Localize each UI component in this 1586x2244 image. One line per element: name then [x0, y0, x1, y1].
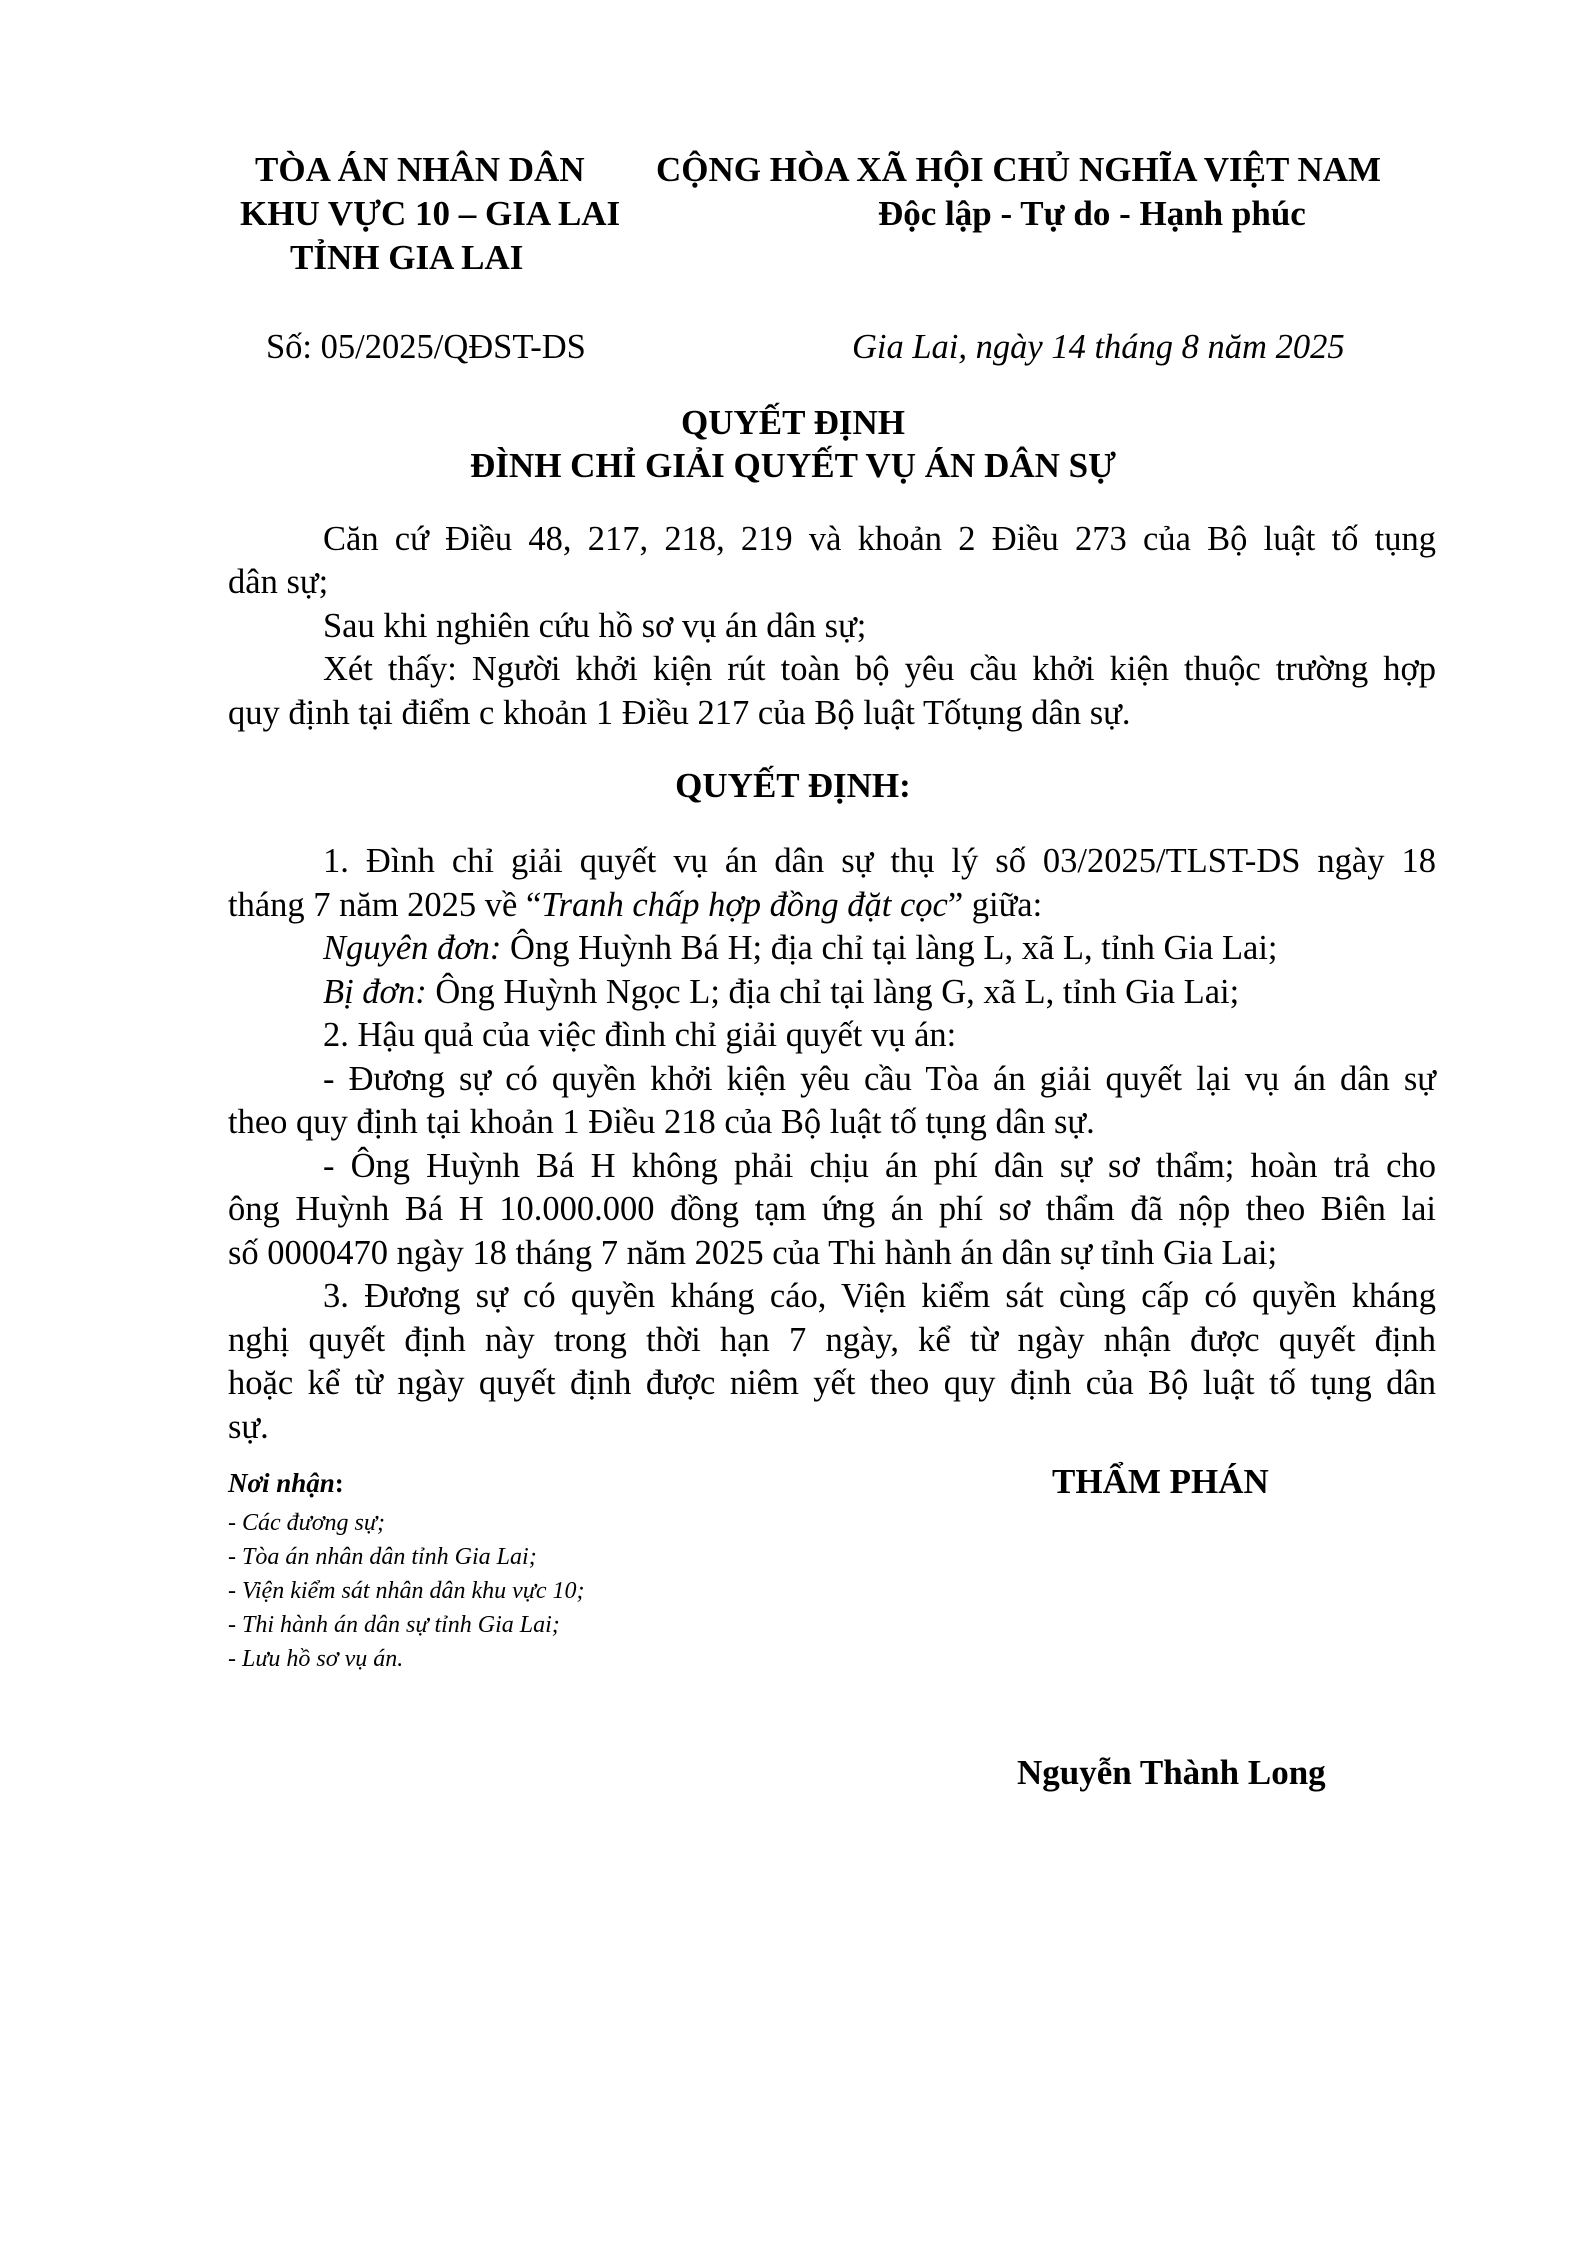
decision-item-1: 1. Đình chỉ giải quyết vụ án dân sự thụ lý số 03/2025/TLST-DS ngày 18: [323, 842, 1436, 880]
consequence-2-cont1: ông Huỳnh Bá H 10.000.000 đồng tạm ứng án phí sơ thẩm đã nộp theo Biên lai: [228, 1190, 1436, 1228]
national-motto: Độc lập - Tự do - Hạnh phúc: [878, 194, 1306, 233]
national-title: CỘNG HÒA XÃ HỘI CHỦ NGHĨA VIỆT NAM: [656, 150, 1382, 189]
signer-role: THẨM PHÁN: [1052, 1462, 1269, 1501]
consequence-2: - Ông Huỳnh Bá H không phải chịu án phí dân sự sơ thẩm; hoàn trả cho: [323, 1147, 1436, 1185]
place-date: Gia Lai, ngày 14 tháng 8 năm 2025: [852, 328, 1345, 366]
consequence-1-cont: theo quy định tại khoản 1 Điều 218 của Bộ luật tố tụng dân sự.: [228, 1103, 1095, 1141]
court-name-line3: TỈNH GIA LAI: [290, 238, 524, 277]
recipient-item: - Viện kiểm sát nhân dân khu vực 10;: [228, 1578, 585, 1604]
plaintiff-line: Nguyên đơn: Ông Huỳnh Bá H; địa chỉ tại làng L, xã L, tỉnh Gia Lai;: [323, 929, 1278, 967]
recipient-item: - Các đương sự;: [228, 1510, 385, 1536]
decision-item-1-cont: tháng 7 năm 2025 về “Tranh chấp hợp đồng đặt cọc” giữa:: [228, 886, 1043, 924]
decision-item-2: 2. Hậu quả của việc đình chỉ giải quyết vụ án:: [323, 1016, 957, 1054]
recipient-item: - Lưu hồ sơ vụ án.: [228, 1646, 404, 1672]
defendant-label: Bị đơn:: [323, 973, 427, 1011]
court-name-line1: TÒA ÁN NHÂN DÂN: [255, 150, 585, 189]
decision-heading: QUYẾT ĐỊNH:: [675, 766, 911, 805]
consequence-2-cont2: số 0000470 ngày 18 tháng 7 năm 2025 của Thi hành án dân sự tỉnh Gia Lai;: [228, 1234, 1278, 1272]
decision-item-3: 3. Đương sự có quyền kháng cáo, Viện kiểm sát cùng cấp có quyền kháng: [323, 1277, 1436, 1315]
decision-item-3-cont1: nghị quyết định này trong thời hạn 7 ngày, kể từ ngày nhận được quyết định: [228, 1321, 1436, 1359]
defendant-line: Bị đơn: Ông Huỳnh Ngọc L; địa chỉ tại làng G, xã L, tỉnh Gia Lai;: [323, 973, 1240, 1011]
preamble-finding: Xét thấy: Người khởi kiện rút toàn bộ yêu cầu khởi kiện thuộc trường hợp: [323, 650, 1436, 688]
decision-item-3-cont2: hoặc kể từ ngày quyết định được niêm yết theo quy định của Bộ luật tố tụng dân: [228, 1364, 1436, 1402]
document-subtitle: ĐÌNH CHỈ GIẢI QUYẾT VỤ ÁN DÂN SỰ: [470, 446, 1116, 485]
preamble-review: Sau khi nghiên cứu hồ sơ vụ án dân sự;: [323, 607, 867, 645]
document-title: QUYẾT ĐỊNH: [681, 403, 905, 442]
recipient-item: - Tòa án nhân dân tỉnh Gia Lai;: [228, 1544, 537, 1570]
preamble-legal-basis: Căn cứ Điều 48, 217, 218, 219 và khoản 2 Điều 273 của Bộ luật tố tụng: [323, 520, 1436, 558]
consequence-1: - Đương sự có quyền khởi kiện yêu cầu Tòa án giải quyết lại vụ án dân sự: [323, 1060, 1436, 1098]
preamble-legal-basis-cont: dân sự;: [228, 563, 329, 601]
court-name-line2: KHU VỰC 10 – GIA LAI: [240, 194, 621, 233]
signer-name: Nguyễn Thành Long: [1017, 1753, 1326, 1792]
decision-item-3-cont3: sự.: [228, 1408, 269, 1446]
preamble-finding-cont: quy định tại điểm c khoản 1 Điều 217 của Bộ luật Tốtụng dân sự.: [228, 694, 1131, 732]
document-number: Số: 05/2025/QĐST-DS: [266, 328, 586, 366]
plaintiff-label: Nguyên đơn:: [323, 929, 502, 967]
recipient-item: - Thi hành án dân sự tỉnh Gia Lai;: [228, 1612, 560, 1638]
case-subject: Tranh chấp hợp đồng đặt cọc: [541, 886, 948, 924]
recipients-heading: Nơi nhận:: [228, 1468, 344, 1498]
